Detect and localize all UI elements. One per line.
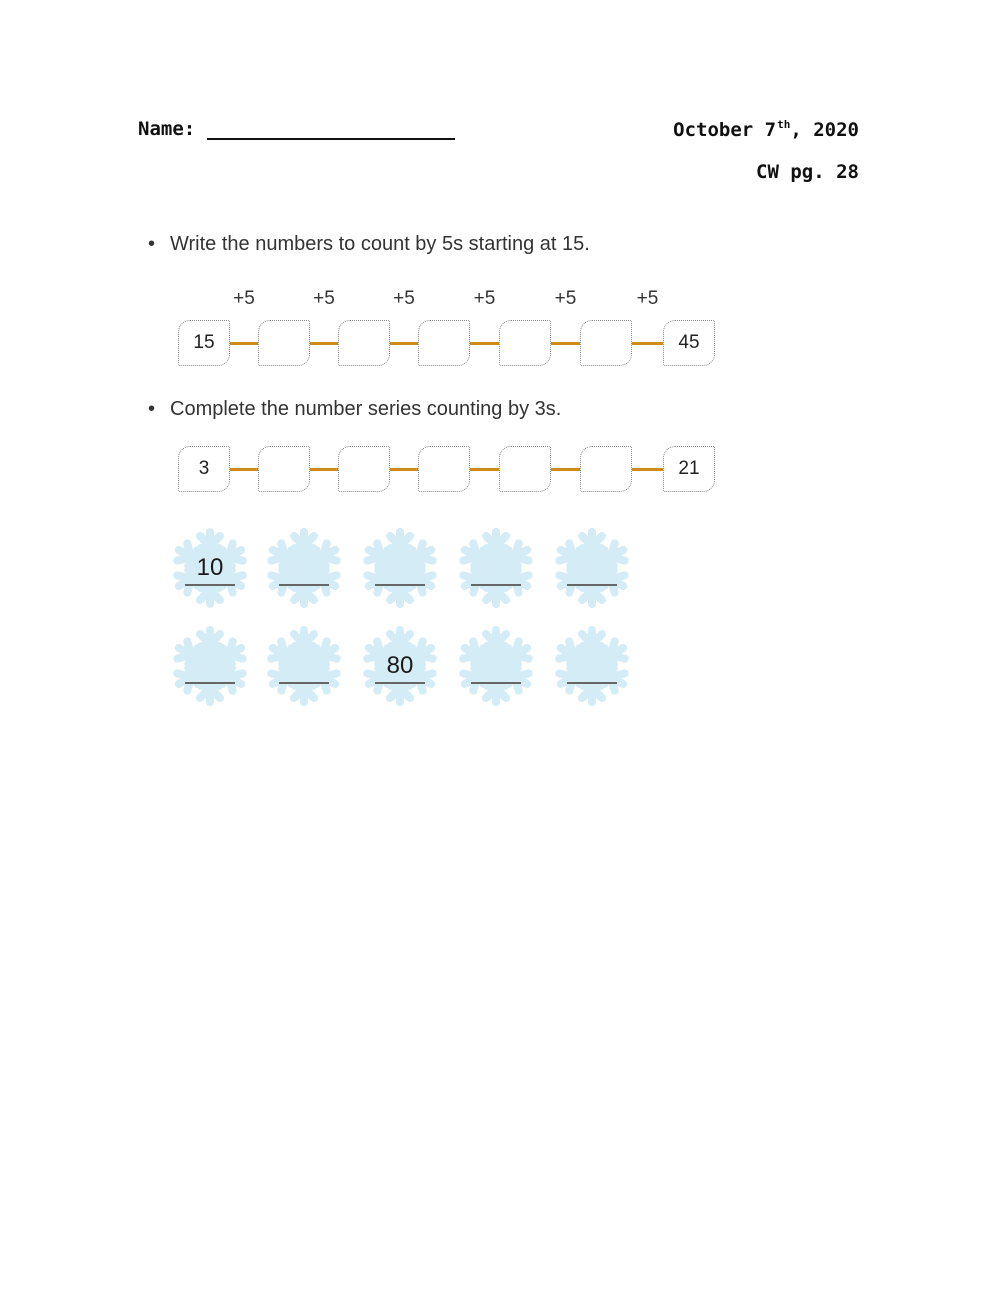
connector-line bbox=[470, 468, 499, 471]
number-box-blank[interactable] bbox=[338, 320, 390, 366]
question-2-prompt bbox=[148, 398, 561, 421]
answer-line[interactable] bbox=[375, 682, 425, 684]
number-box-given: 45 bbox=[663, 320, 715, 366]
date-suffix: th bbox=[777, 118, 791, 131]
connector-line bbox=[310, 342, 338, 345]
bullet-icon: • bbox=[148, 398, 156, 420]
number-box-blank[interactable] bbox=[580, 446, 632, 492]
number-box-blank[interactable] bbox=[499, 320, 551, 366]
answer-line[interactable] bbox=[185, 682, 235, 684]
connector-line bbox=[470, 342, 499, 345]
name-label: Name: bbox=[138, 118, 196, 140]
page-reference: CW pg. 28 bbox=[756, 161, 859, 183]
number-box-given: 21 bbox=[663, 446, 715, 492]
snowflake-icon bbox=[454, 624, 538, 708]
connector-line bbox=[230, 342, 258, 345]
question-1-text: Write the numbers to count by 5s starting at 15. bbox=[170, 233, 590, 255]
connector-line bbox=[390, 468, 418, 471]
snowflake-icon bbox=[550, 526, 634, 610]
snowflake-icon bbox=[262, 624, 346, 708]
answer-line[interactable] bbox=[471, 584, 521, 586]
snowflake-icon bbox=[168, 624, 252, 708]
answer-line[interactable] bbox=[567, 682, 617, 684]
number-box-blank[interactable] bbox=[418, 320, 470, 366]
snowflake-icon bbox=[262, 526, 346, 610]
snowflake-number: 80 bbox=[386, 652, 414, 679]
answer-line[interactable] bbox=[567, 584, 617, 586]
bullet-icon: • bbox=[148, 233, 156, 255]
connector-line bbox=[230, 468, 258, 471]
connector-line bbox=[632, 342, 663, 345]
connector-line bbox=[310, 468, 338, 471]
answer-line[interactable] bbox=[471, 682, 521, 684]
connector-line bbox=[632, 468, 663, 471]
date-text: October 7 bbox=[673, 119, 777, 141]
step-label: +5 bbox=[554, 288, 577, 309]
answer-line[interactable] bbox=[279, 584, 329, 586]
step-label: +5 bbox=[313, 288, 335, 309]
connector-line bbox=[390, 342, 418, 345]
number-box-blank[interactable] bbox=[580, 320, 632, 366]
step-label: +5 bbox=[473, 288, 496, 309]
number-box-blank[interactable] bbox=[338, 446, 390, 492]
number-box-given: 15 bbox=[178, 320, 230, 366]
number-box-blank[interactable] bbox=[418, 446, 470, 492]
step-label: +5 bbox=[233, 288, 255, 309]
number-box-blank[interactable] bbox=[258, 446, 310, 492]
snowflake-icon bbox=[454, 526, 538, 610]
connector-line bbox=[551, 342, 580, 345]
number-box-blank[interactable] bbox=[258, 320, 310, 366]
connector-line bbox=[551, 468, 580, 471]
step-label: +5 bbox=[636, 288, 659, 309]
date bbox=[640, 118, 859, 141]
answer-line[interactable] bbox=[185, 584, 235, 586]
answer-line[interactable] bbox=[279, 682, 329, 684]
question-2-text: Complete the number series counting by 3s. bbox=[170, 398, 562, 420]
name-blank-line[interactable] bbox=[207, 138, 455, 140]
step-label: +5 bbox=[393, 288, 415, 309]
question-1-prompt bbox=[148, 233, 590, 256]
snowflake-icon bbox=[358, 526, 442, 610]
answer-line[interactable] bbox=[375, 584, 425, 586]
snowflake-number: 10 bbox=[196, 554, 224, 581]
number-box-blank[interactable] bbox=[499, 446, 551, 492]
number-box-given: 3 bbox=[178, 446, 230, 492]
date-year: , 2020 bbox=[790, 119, 859, 141]
snowflake-icon bbox=[550, 624, 634, 708]
